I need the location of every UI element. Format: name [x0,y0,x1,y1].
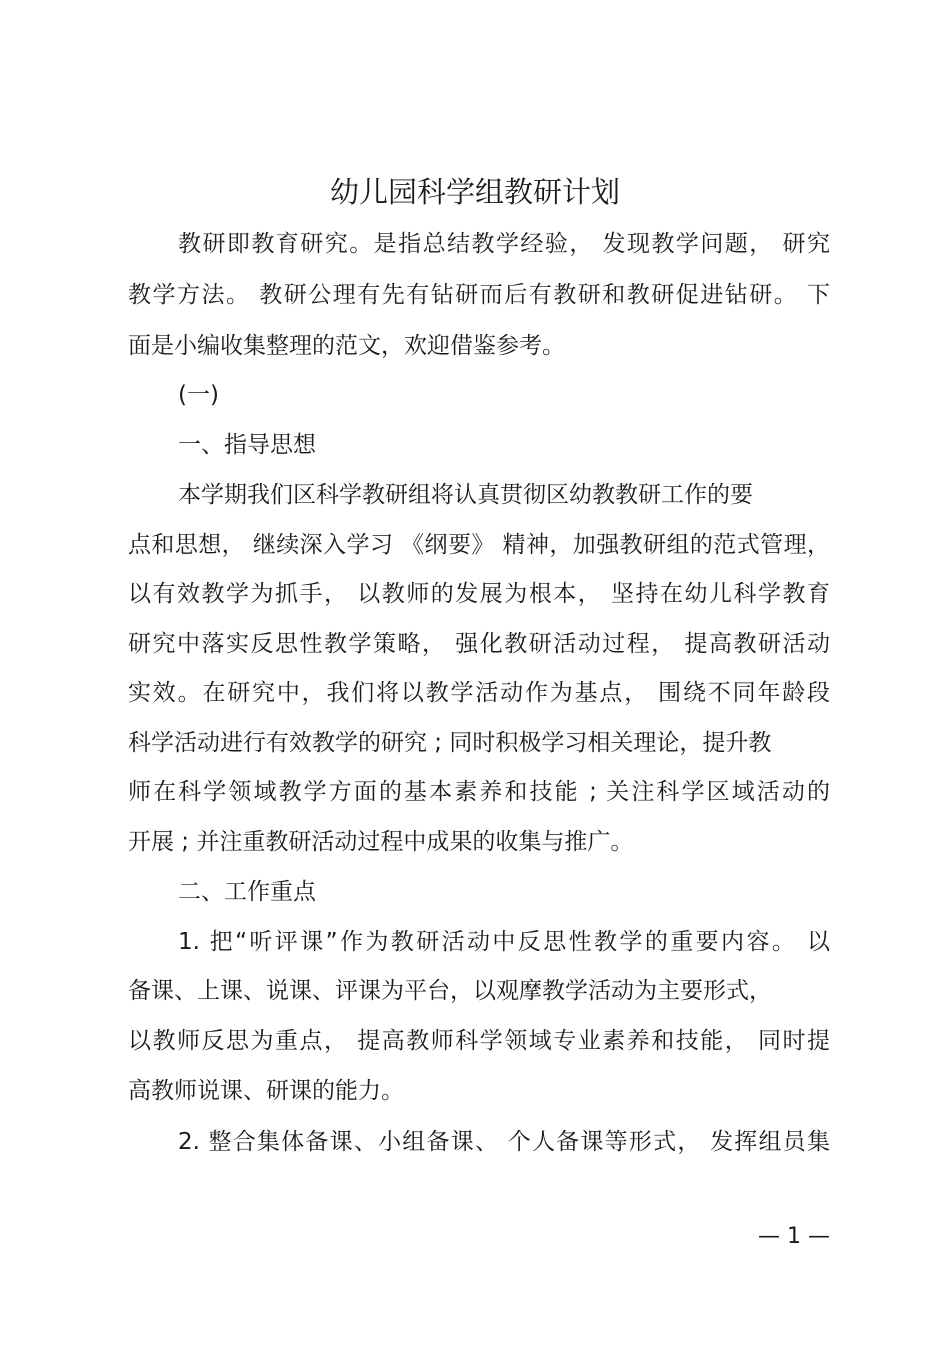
paragraph-line: 以有效教学为抓手， 以教师的发展为根本， 坚持在幼儿科学教育 [128,581,830,607]
paragraph-line: 面是小编收集整理的范文，欢迎借鉴参考。 [128,333,565,359]
paragraph-line: 以教师反思为重点， 提高教师科学领域专业素养和技能， 同时提 [128,1028,830,1054]
section-heading: 二、工作重点 [178,879,316,905]
paragraph-line: 教研即教育研究。是指总结教学经验， 发现教学问题， 研究 [178,231,830,257]
paragraph-line: 1. 把“听评课”作为教研活动中反思性教学的重要内容。 以 [178,929,830,955]
document-title: 幼儿园科学组教研计划 [329,175,620,209]
paragraph-line: 教学方法。 教研公理有先有钻研而后有教研和教研促进钻研。 下 [128,282,830,308]
paragraph-line: 点和思想， 继续深入学习 《纲要》 精神，加强教研组的范式管理， [128,532,830,558]
paragraph-line: 科学活动进行有效教学的研究 ; 同时积极学习相关理论，提升教 [128,730,772,756]
paragraph-line: 高教师说课、研课的能力。 [128,1078,404,1104]
paragraph-line: 实效。在研究中，我们将以教学活动作为基点， 围绕不同年龄段 [128,680,830,706]
paragraph-line: 本学期我们区科学教研组将认真贯彻区幼教教研工作的要 [178,482,753,508]
section-marker: (一) [178,382,219,408]
section-heading: 一、指导思想 [178,432,316,458]
paragraph-line: 开展 ; 并注重教研活动过程中成果的收集与推广。 [128,829,634,855]
paragraph-line: 研究中落实反思性教学策略， 强化教研活动过程， 提高教研活动 [128,631,830,657]
paragraph-line: 2. 整合集体备课、小组备课、 个人备课等形式， 发挥组员集 [178,1129,830,1155]
paragraph-line: 师在科学领域教学方面的基本素养和技能 ; 关注科学区域活动的 [128,779,830,805]
page-number: — 1 — [758,1224,830,1249]
paragraph-line: 备课、上课、说课、评课为平台，以观摩教学活动为主要形式， [128,978,772,1004]
